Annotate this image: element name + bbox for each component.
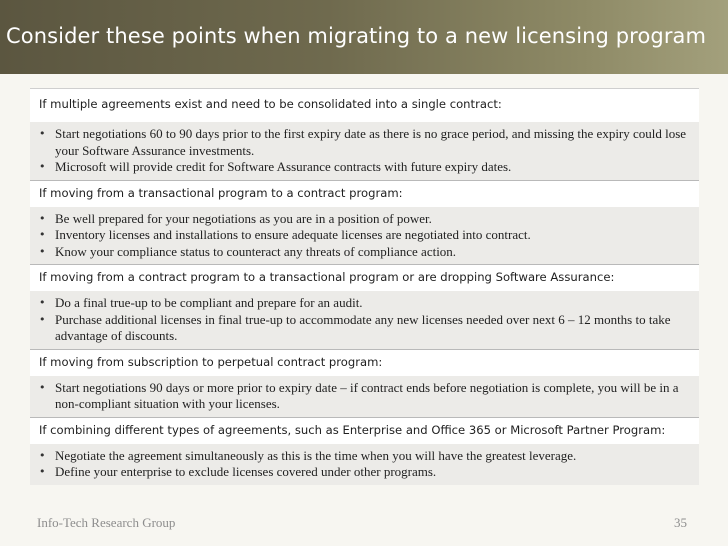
bullet-icon: • [39,211,46,225]
section-body [30,442,699,485]
footer-org: Info-Tech Research Group [37,515,176,530]
section-body [30,205,699,265]
list-item: • Know your compliance status to counteract any threats of compliance action. [39,243,457,259]
section-heading: If moving from a contract program to a transactional program or are dropping Software Assurance: [30,264,699,289]
bullet-icon: • [39,380,46,394]
section-body [30,120,699,180]
section-body [30,374,699,417]
list-item: • Start negotiations 60 to 90 days prior to the first expiry date as there is no grace period, and missing the expiry could lose your Software Assurance investments. [39,126,687,158]
list-item: • Microsoft will provide credit for Software Assurance contracts with future expiry dates. [39,159,512,174]
bullet-list [38,448,693,481]
bullet-icon: • [39,312,46,326]
section-heading: If moving from subscription to perpetual contract program: [30,349,699,374]
bullet-icon: • [39,160,46,173]
bullet-list [38,295,693,345]
bullet-icon: • [39,296,46,309]
title-bar [0,0,728,74]
list-item: • Negotiate the agreement simultaneously as this is the time when you will have the greatest leverage. [39,447,577,463]
bullet-icon: • [39,465,46,478]
section-heading: If combining different types of agreements, such as Enterprise and Office 365 or Microsoft Partner Program: [30,417,699,442]
bullet-icon: • [39,127,46,140]
page-number: 35 [674,515,687,530]
list-item: • Define your enterprise to exclude licenses covered under other programs. [39,464,437,479]
bullet-icon: • [39,244,46,258]
list-item: • Start negotiations 90 days or more prior to expiry date – if contract ends before negotiation is complete, you will be in a non-compliant situation with your licenses. [39,379,679,411]
bullet-list [38,380,693,413]
bullet-icon: • [39,448,46,462]
list-item: • Be well prepared for your negotiations as you are in a position of power. [39,210,432,226]
bullet-list [38,211,693,261]
section-heading: If moving from a transactional program to a contract program: [30,180,699,205]
list-item: • Purchase additional licenses in final true-up to accommodate any new licenses needed over next 6 – 12 months to take advantage of discounts. [39,311,671,343]
section-heading: If multiple agreements exist and need to be consolidated into a single contract: [30,88,699,120]
list-item: • Do a final true-up to be compliant and prepare for an audit. [39,295,363,310]
slide-title: Consider these points when migrating to a new licensing program [6,24,707,48]
bullet-list [38,126,693,176]
section-body [30,289,699,349]
list-item: • Inventory licenses and installations to ensure adequate licenses are negotiated into contract. [39,227,531,242]
bullet-icon: • [39,228,46,241]
guidance-table [30,88,699,485]
